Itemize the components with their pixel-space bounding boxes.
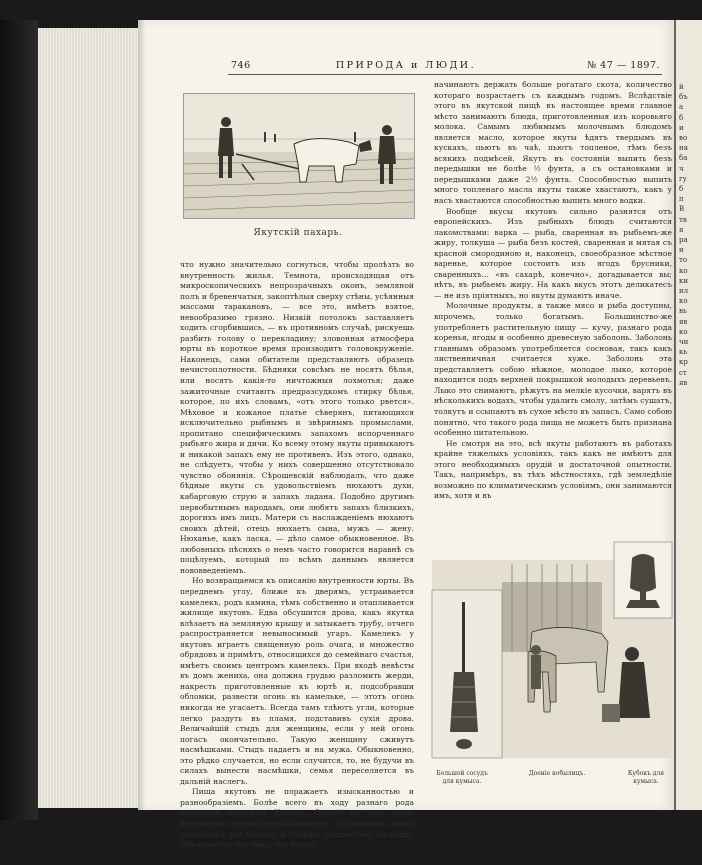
right-paragraph-3: Молочные продукты, а также мясо и рыба доступны, впрочемъ, только богатымъ. Большинство-же употребляетъ растительную пищу — кучу, разнаго рода коренья, ягоды и особенно древесную заболонь. Заболонь главнымъ образомъ употребляется сосновая, такъ какъ лиственничная считается хуже. Заболонь эта представляетъ собою нѣжное, молодое лыко, которое находится подъ верхней покрышкой молодыхъ деревьевъ. Лыко это снимаютъ, рѣжутъ на мелкіе кусочки, варятъ въ нѣсколькихъ водахъ, чтобы удалить смолу, затѣмъ сушатъ, толкутъ и ссыпаютъ въ сухое мѣсто въ запасъ. Само собою понятно, что такого рода пища не можетъ быть признана особенно питательною. xyxy=(434,301,672,438)
journal-page xyxy=(138,20,674,850)
fragment: ко xyxy=(679,327,688,336)
book-spine-shadow xyxy=(0,20,38,820)
fragment: бъ xyxy=(679,93,688,102)
fragment: ра xyxy=(679,236,688,245)
left-paragraph-1: что нужно значительно согнуться, чтобы пролѣзть во внутренность жилья. Темнота, происходящая отъ микроскопическихъ непрозрачныхъ оконъ, земляной полъ и бревенчатыя, закоптѣлыя сверху стѣны, усѣянныя массами таракановъ, — все это, имѣетъ взятое, невообразимо грязно. Низкій потолокъ заставляетъ ходить сгорбившись, — въ противномъ случаѣ, рискуешь разбить голову о перекладину; зловонная атмосфера юрты въ короткое время производитъ головокруженіе. Наконецъ, сами обитатели представляютъ образецъ нечистоплотности. Бѣдняки совсѣмъ не носятъ бѣлья, или носятъ какія-то ничтожныя лохмотья; даже зажиточные считаютъ предразсудкомъ стирку бѣлья, которое, по ихъ словамъ, «отъ этого только рвется». Мѣховое и кожаное платье сѣверянъ, питающихся исключительно рыбнымъ и звѣринымъ промыслами, пропитано специфическимъ запахомъ испорченнаго рыбьяго жира и дичи. Ко всему этому якуты привыкаютъ и никакой запахъ ему не противенъ. Изъ этого, однако, не слѣдуетъ, чтобы у нихъ совершенно отсутствовало чувство обонянія. Сѣрошевскій наблюдалъ, что даже бѣдные якуты съ удовольствіемъ нюхаютъ духи, кабарговую струю и запахъ ладана. Подобно другимъ первобытнымъ народамъ, они любятъ запахъ близкихъ, дорогихъ имъ лицъ. Матери съ наслажденіемъ нюхаютъ своихъ дѣтей, отецъ нюхаетъ сына, мужъ — жену. Нюханье, какъ ласка, — дѣло самое обыкновенное. Въ любовныхъ пѣсняхъ о немъ часто говорится наравнѣ съ поцѣлуемъ, который по всѣмъ даннымъ является нововведеніемъ. xyxy=(180,260,414,575)
left-paragraph-3: Пища якутовъ не поражаетъ изысканностью и разнообразіемъ. Болѣе всего въ ходу разнаго рода молочные продукты. Кумысъ, бывшій не такъ давно предметомъ первой необходимости, съ каждымъ днемъ становится все больше и больше предметомъ роскоши. Объясняется это тѣмъ, что якуты xyxy=(180,787,414,850)
right-paragraph-4: Не смотря на это, всѣ якуты работаютъ въ работахъ крайне тяжелыхъ условіяхъ, такъ какъ не имѣютъ для этого необходимыхъ орудій и достаточной опытности. Такъ, напримѣръ, въ тѣхъ мѣстностяхъ, гдѣ земледѣліе возможно по климатическимъ условіямъ, они занимаются имъ, хотя и въ xyxy=(434,438,672,501)
fragment: й xyxy=(679,83,684,91)
right-paragraph-2: Вообще вкусы якутовъ сильно разнятся отъ европейскихъ. Изъ рыбныхъ блюдъ считаются лакомствами: варка — рыба, сваренная въ рыбьемъ-же жиру, толкуша — рыба безъ костей, сваренная и мятая съ красной смородиною и, наконецъ, своеобразное мѣстное варенье, которое состоитъ изъ ягодъ брусники, сваренныхъ... «въ сахарѣ, конечно», догадывается вы; нѣтъ, въ рыбьемъ жиру. На какъ вкусъ этотъ деликатесъ — не изъ пріятныхъ, но якуты думаютъ иначе. xyxy=(434,206,672,300)
fragment: ил xyxy=(679,287,689,296)
issue-number: № 47 — 1897. xyxy=(587,60,660,71)
next-page-edge xyxy=(674,20,702,810)
fragment: ко xyxy=(679,297,688,306)
page-number: 746 xyxy=(231,60,251,71)
fragment: яв xyxy=(679,317,688,326)
plough-engraving xyxy=(184,94,414,218)
next-page-text-fragments xyxy=(676,82,702,388)
fragment: то xyxy=(679,256,688,265)
fragment: вь xyxy=(679,307,687,316)
fragment: во xyxy=(679,134,688,143)
fragment: кь xyxy=(679,348,688,357)
fragment: ко xyxy=(679,266,688,275)
plough-caption: Якутскій пахарь. xyxy=(253,228,343,238)
header-rule xyxy=(228,74,662,75)
page-stack-edge xyxy=(38,28,139,808)
fragment: ч xyxy=(679,164,684,173)
fragment: и xyxy=(679,123,684,132)
kumys-vessel-caption: Большой сосудъ для кумыса. xyxy=(436,770,488,785)
fragment: п xyxy=(679,195,684,204)
fragment: кр xyxy=(679,358,688,367)
left-text-column xyxy=(180,260,414,850)
fragment: В xyxy=(679,205,685,214)
fragment: б xyxy=(679,185,684,194)
plough-illustration xyxy=(183,93,415,219)
milking-caption: Доеніе кобылицъ. xyxy=(528,770,586,777)
fragment: ня xyxy=(679,144,689,153)
fragment: тв xyxy=(679,215,687,224)
kumys-illustration-group xyxy=(432,542,672,792)
journal-title: ПРИРОДА и ЛЮДИ. xyxy=(335,60,477,71)
fragment: яв xyxy=(679,378,688,387)
left-paragraph-2: Но возвращаемся къ описанію внутренности юрты. Въ переднемъ углу, ближе къ дверямъ, устраивается камелекъ, родъ камина, тѣмъ собственно и отапливается жилище якутовъ. Едва обсушится дрова, какъ якутка влѣзаетъ на земляную крышу и затыкаетъ трубу, отчего распространяется невыносимый угаръ. Камелекъ у якутовъ играетъ священную роль очага, и множество обрядовъ и примѣтъ, относящихся до семейнаго счастья, имѣетъ своимъ центромъ камелекъ. При входѣ невѣсты въ домъ жениха, она должна грудью разломить жерди, накресть приготовленные къ юртѣ и, подсобравши обломки, развести огонь въ камельке, — этотъ огонь никогда не угасаетъ. Всегда тамъ тлѣютъ угли, которые легко раздуть въ пламя, подставивъ сухія дрова. Величайшій стыдъ для женщины, если у ней огонь погасъ окончательно. Такую женщину сживутъ насмѣшками. Стыдъ падаетъ и на мужа. Обыкновенно, это рѣдко случается, но если случится, то, не будучи въ силахъ вынести насмѣшки, семья переселяется въ дальній наслегъ. xyxy=(180,576,414,786)
kumys-engravings xyxy=(432,542,672,767)
fragment: ба xyxy=(679,154,688,163)
gutter-shadow xyxy=(138,20,146,810)
fragment: ст xyxy=(679,368,687,377)
fragment: а xyxy=(679,103,684,112)
fragment: и xyxy=(679,246,684,255)
fragment: чи xyxy=(679,338,689,347)
right-text-column xyxy=(434,80,672,535)
kumys-cup-caption: Кубокъ для кумыса. xyxy=(627,770,665,785)
fragment: гу xyxy=(679,174,687,183)
fragment: ки xyxy=(679,276,689,285)
fragment: б xyxy=(679,113,684,122)
fragment: я xyxy=(679,225,684,234)
right-paragraph-1: начинаютъ держать больше рогатаго скота, количество котораго возрастаетъ съ каждымъ годомъ. Вслѣдствіе этого въ якутской пищѣ въ настоящее время главное мѣсто занимаютъ блюда, приготовленныя изъ коровьяго молока. Самымъ любимымъ молочнымъ блюдомъ является масло, которое якуты ѣдятъ твердымъ въ кускахъ, пьютъ въ чаѣ, пьютъ топленое, тѣмъ безъ всякихъ подмѣсей. Якутъ въ состояніи выпить безъ передышки не болѣе ½ фунта, а съ остановками и передышками даже 2½ фунта. Способностью выпить много топленаго масла якуты также хвастаютъ, какъ у насъ хвастаются способностью выпить много водки. xyxy=(434,80,672,206)
